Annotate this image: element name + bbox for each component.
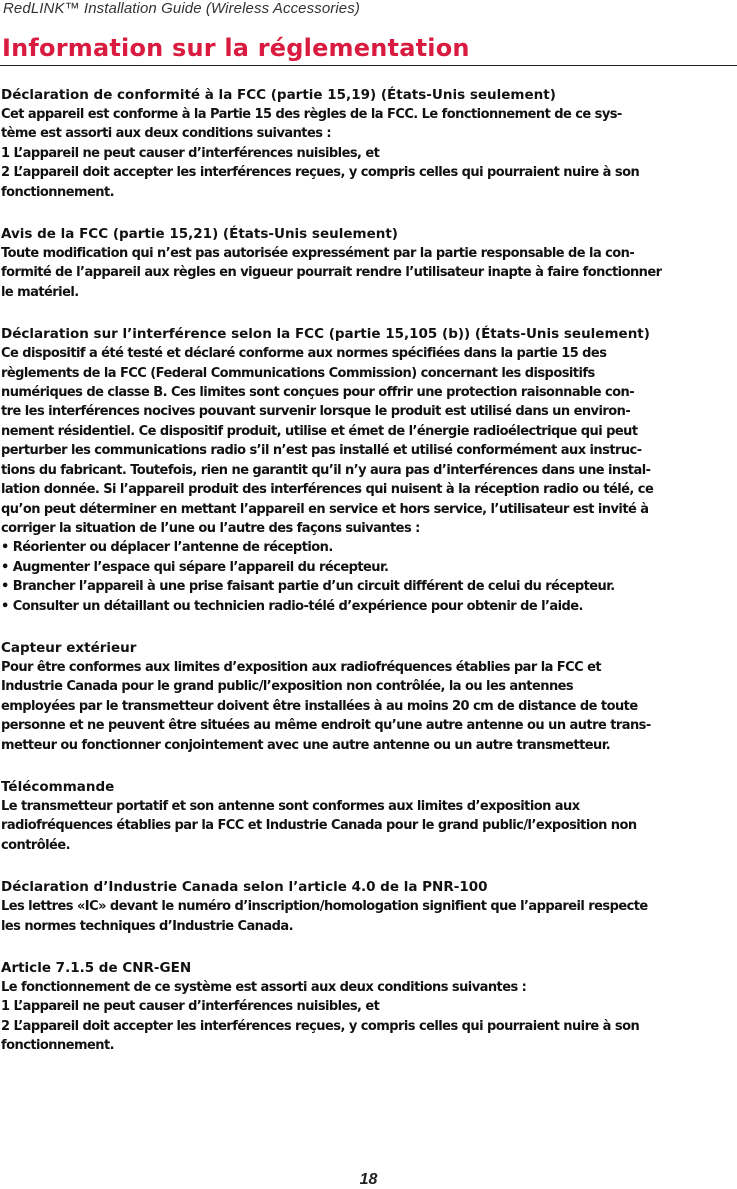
body-line: personne et ne peuvent être situées au même endroit qu’une autre antenne ou un autre trans-: [1, 718, 651, 734]
section-heading: Article 7.1.5 de CNR-GEN: [1, 960, 192, 976]
body-line: Ce dispositif a été testé et déclaré conforme aux normes spécifiées dans la partie 15 des: [1, 346, 607, 362]
page-title: Information sur la réglementation: [2, 34, 470, 62]
body-line: Le transmetteur portatif et son antenne sont conformes aux limites d’exposition aux: [1, 798, 580, 814]
body-line: Toute modification qui n’est pas autorisée expressément par la partie responsable de la con-: [1, 246, 635, 262]
page-number: 18: [359, 1171, 378, 1188]
title-divider: [0, 65, 737, 66]
body-line: fonctionnement.: [1, 184, 114, 200]
body-line: corriger la situation de l’une ou l’autre des façons suivantes :: [1, 520, 420, 536]
body-line: • Brancher l’appareil à une prise faisant partie d’un circuit différent de celui du récepteur.: [1, 579, 615, 595]
section-heading: Capteur extérieur: [1, 639, 137, 656]
body-line: 2 L’appareil doit accepter les interférences reçues, y compris celles qui pourraient nuire à son: [1, 1018, 640, 1034]
section: [1, 778, 735, 855]
running-head: RedLINK™ Installation Guide (Wireless Accessories): [3, 0, 360, 17]
section-heading: Déclaration sur l’interférence selon la FCC (partie 15,105 (b)) (États-Unis seulement): [1, 326, 650, 343]
body-line: le matériel.: [1, 284, 79, 300]
section: [1, 225, 735, 302]
body-line: perturber les communications radio s’il n’est pas installé et utilisé conformément aux instruc-: [1, 443, 642, 459]
section: [1, 959, 735, 1056]
section-heading: Déclaration d’Industrie Canada selon l’article 4.0 de la PNR-100: [1, 879, 488, 896]
body-line: Cet appareil est conforme à la Partie 15 des règles de la FCC. Le fonctionnement de ce sys-: [1, 107, 622, 122]
body-line: fonctionnement.: [1, 1038, 114, 1054]
body-line: tions du fabricant. Toutefois, rien ne garantit qu’il n’y aura pas d’interférences dans une instal-: [1, 462, 651, 478]
body-line: employées par le transmetteur doivent être installées à au moins 20 cm de distance de toute: [1, 698, 638, 714]
section: [1, 878, 735, 936]
body-line: Le fonctionnement de ce système est assorti aux deux conditions suivantes :: [1, 980, 527, 995]
section: [1, 325, 735, 616]
body-line: radiofréquences établies par la FCC et Industrie Canada pour le grand public/l’exposition non: [1, 818, 637, 834]
body-line: Industrie Canada pour le grand public/l’exposition non contrôlée, la ou les antennes: [1, 679, 574, 695]
section-heading: Télécommande: [1, 778, 115, 795]
body-line: Pour être conformes aux limites d’exposition aux radiofréquences établies par la FCC et: [1, 659, 602, 675]
body-line: 1 L’appareil ne peut causer d’interférences nuisibles, et: [1, 999, 380, 1015]
body-line: formité de l’appareil aux règles en vigueur pourrait rendre l’utilisateur inapte à faire fonctionner: [1, 265, 662, 281]
section: [1, 639, 735, 755]
section: [1, 86, 735, 202]
document-body: [1, 86, 735, 1079]
body-line: nement résidentiel. Ce dispositif produit, utilise et émet de l’énergie radioélectrique qui peut: [1, 423, 638, 439]
body-line: qu’on peut déterminer en mettant l’appareil en service et hors service, l’utilisateur est invité à: [1, 501, 649, 517]
body-line: Les lettres «IC» devant le numéro d’inscription/homologation signifient que l’appareil respecte: [1, 899, 648, 915]
section-heading: Déclaration de conformité à la FCC (partie 15,19) (États-Unis seulement): [1, 87, 556, 103]
body-line: contrôlée.: [1, 837, 70, 853]
body-line: • Consulter un détaillant ou technicien radio-télé d’expérience pour obtenir de l’aide.: [1, 598, 583, 614]
body-line: • Réorienter ou déplacer l’antenne de réception.: [1, 540, 333, 556]
body-line: lation donnée. Si l’appareil produit des interférences qui nuisent à la réception radio ou télé, ce: [1, 482, 654, 498]
body-line: 2 L’appareil doit accepter les interférences reçues, y compris celles qui pourraient nuire à son: [1, 165, 640, 181]
body-line: • Augmenter l’espace qui sépare l’appareil du récepteur.: [1, 559, 389, 575]
body-line: 1 L’appareil ne peut causer d’interférences nuisibles, et: [1, 145, 380, 161]
body-line: les normes techniques d’Industrie Canada.: [1, 918, 293, 934]
body-line: tème est assorti aux deux conditions suivantes :: [1, 126, 332, 142]
body-line: tre les interférences nocives pouvant survenir lorsque le produit est utilisé dans un environ-: [1, 404, 631, 420]
body-line: règlements de la FCC (Federal Communications Commission) concernant les dispositifs: [1, 365, 595, 381]
body-line: numériques de classe B. Ces limites sont conçues pour offrir une protection raisonnable con-: [1, 385, 635, 401]
section-heading: Avis de la FCC (partie 15,21) (États-Unis seulement): [1, 226, 398, 243]
body-line: metteur ou fonctionner conjointement avec une autre antenne ou un autre transmetteur.: [1, 737, 611, 753]
